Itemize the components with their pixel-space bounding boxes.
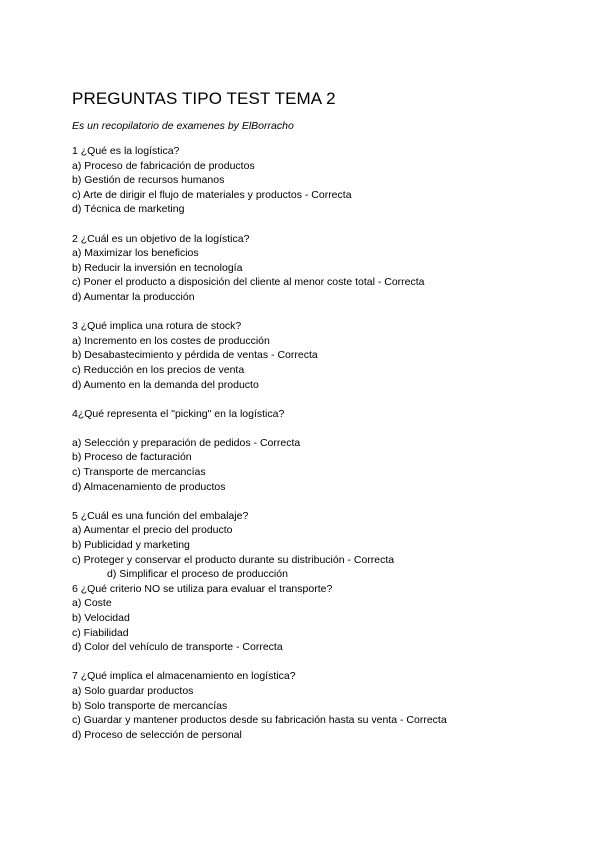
- spacer: [72, 655, 572, 670]
- question-text: 4¿Qué representa el "picking" en la logística?: [72, 407, 285, 420]
- answer-option: b) Publicidad y marketing: [72, 539, 190, 552]
- answer-option: b) Velocidad: [72, 612, 130, 624]
- answer-option: a) Proceso de fabricación de productos: [72, 159, 255, 172]
- question-block: [72, 407, 572, 495]
- answer-option: a) Aumentar el precio del producto: [72, 524, 233, 537]
- answer-option-correct: c) Proteger y conservar el producto durante su distribución - Correcta: [72, 553, 395, 566]
- question-block: [72, 582, 572, 655]
- question-text: 5 ¿Cuál es una función del embalaje?: [72, 509, 249, 522]
- document-page: [72, 88, 572, 742]
- answer-option: c) Reducción en los precios de venta: [72, 363, 245, 376]
- answer-option-correct: a) Selección y preparación de pedidos - Correcta: [72, 436, 301, 449]
- answer-option: c) Fiabilidad: [72, 626, 129, 639]
- document-title: PREGUNTAS TIPO TEST TEMA 2: [72, 89, 336, 108]
- answer-option: a) Incremento en los costes de producción: [72, 334, 270, 347]
- questions-list: [72, 144, 572, 742]
- question-block: [72, 319, 572, 392]
- answer-option: d) Aumento en la demanda del producto: [72, 378, 259, 391]
- question-block: [72, 509, 572, 582]
- answer-option-correct: c) Arte de dirigir el flujo de materiales y productos - Correcta: [72, 188, 352, 201]
- answer-option-correct: d) Color del vehículo de transporte - Correcta: [72, 641, 283, 654]
- answer-option: d) Almacenamiento de productos: [72, 480, 226, 493]
- spacer: [72, 392, 572, 407]
- answer-option-correct: b) Desabastecimiento y pérdida de ventas - Correcta: [72, 349, 318, 362]
- answer-option: c) Transporte de mercancías: [72, 466, 206, 479]
- answer-option: b) Proceso de facturación: [72, 451, 192, 464]
- answer-option: a) Coste: [72, 597, 112, 610]
- spacer: [72, 494, 572, 509]
- answer-option: d) Proceso de selección de personal: [72, 728, 242, 741]
- question-text: 1 ¿Qué es la logística?: [72, 145, 180, 157]
- spacer: [72, 421, 572, 436]
- question-text: 2 ¿Cuál es un objetivo de la logística?: [72, 232, 250, 245]
- answer-option: b) Solo transporte de mercancías: [72, 699, 228, 712]
- answer-option: a) Solo guardar productos: [72, 684, 194, 697]
- question-text: 3 ¿Qué implica una rotura de stock?: [72, 320, 242, 333]
- spacer: [72, 217, 572, 232]
- answer-option: b) Reducir la inversión en tecnología: [72, 261, 243, 274]
- answer-option: d) Aumentar la producción: [72, 290, 195, 303]
- answer-option: d) Simplificar el proceso de producción: [107, 568, 288, 581]
- question-text: 6 ¿Qué criterio NO se utiliza para evaluar el transporte?: [72, 582, 333, 595]
- answer-option-correct: c) Guardar y mantener productos desde su fabricación hasta su venta - Correcta: [72, 714, 447, 727]
- spacer: [72, 305, 572, 320]
- question-block: [72, 232, 572, 305]
- answer-option: d) Técnica de marketing: [72, 203, 185, 216]
- answer-option: b) Gestión de recursos humanos: [72, 174, 225, 187]
- answer-option: a) Maximizar los beneficios: [72, 247, 199, 260]
- document-subtitle: Es un recopilatorio de examenes by ElBorracho: [72, 120, 294, 132]
- question-block: [72, 669, 572, 742]
- answer-option-correct: c) Poner el producto a disposición del cliente al menor coste total - Correcta: [72, 276, 425, 289]
- question-block: [72, 144, 572, 217]
- question-text: 7 ¿Qué implica el almacenamiento en logística?: [72, 670, 296, 683]
